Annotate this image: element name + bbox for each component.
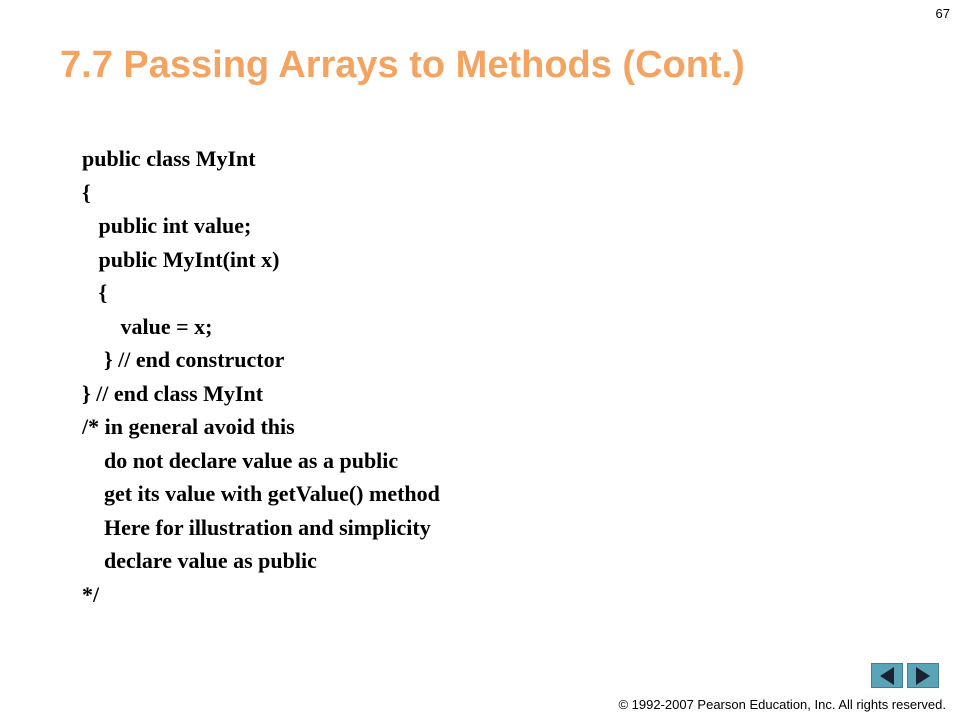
code-line: /* in general avoid this (82, 414, 295, 439)
code-line: value = x; (82, 313, 213, 339)
copyright-footer: © 1992-2007 Pearson Education, Inc. All rights reserved. (618, 697, 946, 712)
code-line: declare value as public (82, 548, 317, 573)
code-line: */ (82, 581, 100, 607)
code-line: { (82, 280, 108, 305)
next-slide-button[interactable] (907, 663, 939, 688)
code-line: public int value; (82, 213, 252, 238)
code-line: } // end constructor (82, 347, 285, 372)
code-line: public MyInt(int x) (82, 246, 280, 272)
code-line: } // end class MyInt (82, 380, 264, 406)
code-line: { (82, 179, 91, 205)
previous-slide-button[interactable] (871, 663, 903, 688)
slide-navigation (871, 663, 939, 688)
code-line: public class MyInt (82, 146, 256, 171)
slide-number: 67 (935, 6, 950, 21)
slide-title: 7.7 Passing Arrays to Methods (Cont.) (60, 44, 745, 86)
triangle-left-icon (880, 667, 894, 685)
code-line: do not declare value as a public (82, 447, 399, 473)
code-block (82, 142, 440, 611)
code-line: get its value with getValue() method (82, 481, 440, 506)
code-line: Here for illustration and simplicity (82, 514, 431, 540)
triangle-right-icon (916, 667, 930, 685)
